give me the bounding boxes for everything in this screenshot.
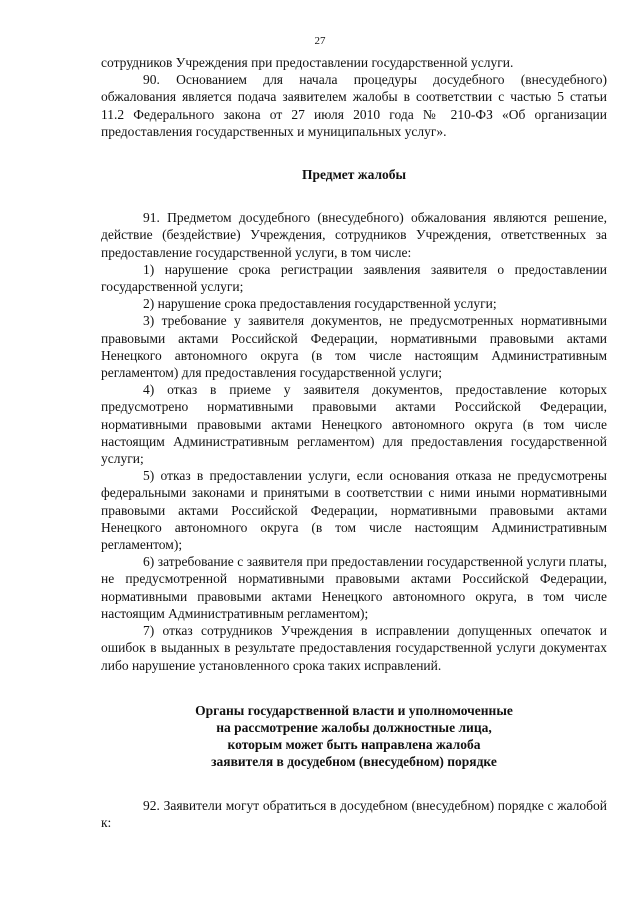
list-item-2: 2) нарушение срока предоставления государственной услуги; [143,296,497,312]
section-heading-authorities [101,702,607,771]
list-item-3: 3) требование у заявителя документов, не предусмотренных нормативными правовыми актами Российской Федерации, нормативными правовыми актами Ненецкого автономного округа (в том числе настоящим Административным регламентом) для предоставления государственной услуги; [101,313,607,381]
heading-line: заявителя в досудебном (внесудебном) порядке [211,754,497,770]
paragraph-91: 91. Предметом досудебного (внесудебного) обжалования являются решение, действие (бездействие) Учреждения, сотрудников Учреждения, ответственных за предоставление государственной услуги, в том числе: [101,210,607,260]
list-item-7: 7) отказ сотрудников Учреждения в исправлении допущенных опечаток и ошибок в выданных в результате предоставления государственной услуги документах либо нарушение установленного срока таких исправлений. [101,623,607,673]
list-item-4: 4) отказ в приеме у заявителя документов, предоставление которых предусмотрено нормативными правовыми актами Российской Федерации, нормативными правовыми актами Ненецкого автономного округа (в том числе настоящим Административным регламентом) для предоставления государственной услуги; [101,382,607,467]
paragraph-92: 92. Заявители могут обратиться в досудебном (внесудебном) порядке с жалобой к: [101,797,607,830]
heading-line: Органы государственной власти и уполномоченные [195,702,513,718]
document-body [101,54,607,831]
section-heading-complaint-subject: Предмет жалобы [301,167,407,183]
list-item-6: 6) затребование с заявителя при предоставлении государственной услуги платы, не предусмотренной нормативными правовыми актами Российской Федерации, нормативными правовыми актами Ненецкого автономного округа, в том числе настоящим Административным регламентом); [101,554,607,621]
paragraph-90: 90. Основанием для начала процедуры досудебного (внесудебного) обжалования является подача заявителем жалобы в соответствии с частью 5 статьи 11.2 Федерального закона от 27 июля 2010 года № 210-ФЗ «Об организации предоставления государственных и муниципальных услуг». [101,72,607,139]
list-item-1: 1) нарушение срока регистрации заявления заявителя о предоставлении государственной услуги; [101,261,607,295]
heading-line: которым может быть направлена жалоба [227,737,481,753]
list-item-5: 5) отказ в предоставлении услуги, если основания отказа не предусмотрены федеральными законами и принятыми в соответствии с ними иными нормативными правовыми актами Российской Федерации, нормативными правовыми актами Ненецкого автономного округа (в том числе настоящим Административным регламентом); [101,468,607,553]
page-number: 27 [314,35,326,47]
heading-line: на рассмотрение жалобы должностные лица, [216,719,492,735]
paragraph-continuation: сотрудников Учреждения при предоставлении государственной услуги. [101,55,514,70]
